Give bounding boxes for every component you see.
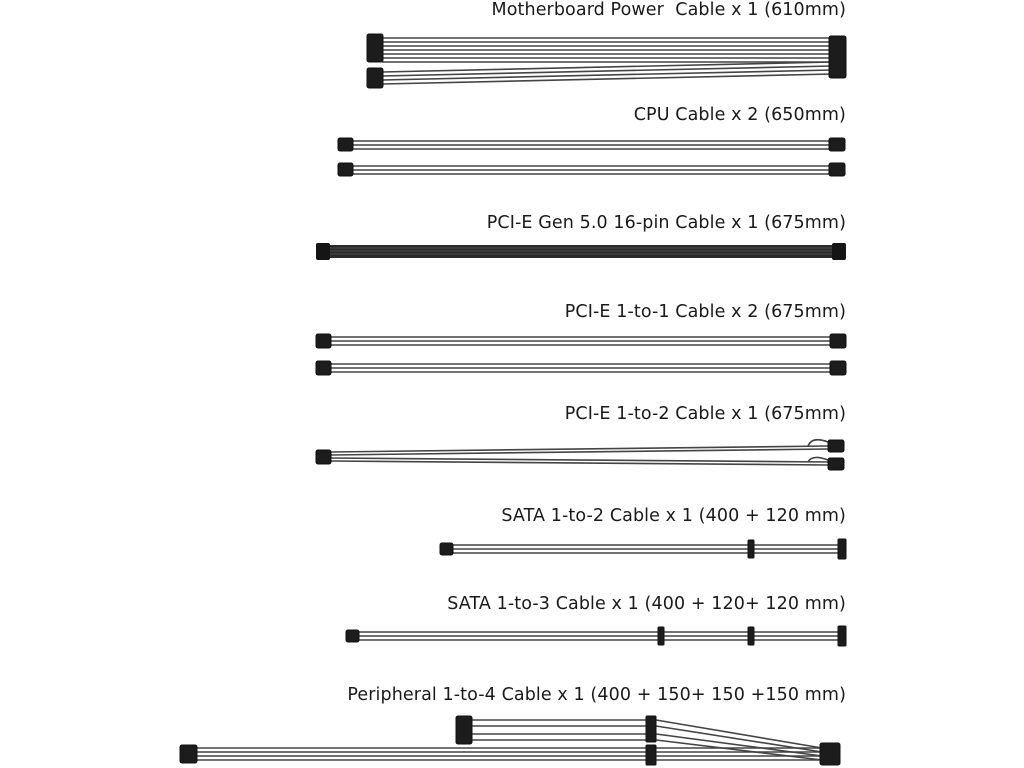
pcie-1-to-2-cable-label: PCI-E 1-to-2 Cable x 1 (675mm) [564, 404, 846, 424]
sata-1-to-3-cable-label: SATA 1-to-3 Cable x 1 (400 + 120+ 120 mm) [447, 594, 846, 614]
peripheral-1-to-4-cable-image [180, 716, 840, 765]
sata-1-to-2-cable-image [440, 539, 846, 559]
motherboard-power-cable-image [367, 34, 846, 88]
motherboard-power-cable-label: Motherboard Power Cable x 1 (610mm) [491, 0, 846, 20]
peripheral-1-to-4-cable-label: Peripheral 1-to-4 Cable x 1 (400 + 150+ 150 +150 mm) [347, 685, 846, 705]
pcie-gen5-16pin-cable-label: PCI-E Gen 5.0 16-pin Cable x 1 (675mm) [486, 213, 846, 233]
sata-1-to-3-cable-image [346, 626, 846, 646]
pcie-1-to-1-cable-label: PCI-E 1-to-1 Cable x 2 (675mm) [564, 302, 846, 322]
sata-1-to-2-cable-label: SATA 1-to-2 Cable x 1 (400 + 120 mm) [501, 506, 846, 526]
pcie-gen5-16pin-cable-image [316, 243, 846, 260]
pcie-1-to-1-cable-image [316, 334, 846, 375]
cpu-cable-image [338, 138, 845, 176]
pcie-1-to-2-cable-image [316, 440, 844, 470]
cpu-cable-label: CPU Cable x 2 (650mm) [633, 105, 846, 125]
